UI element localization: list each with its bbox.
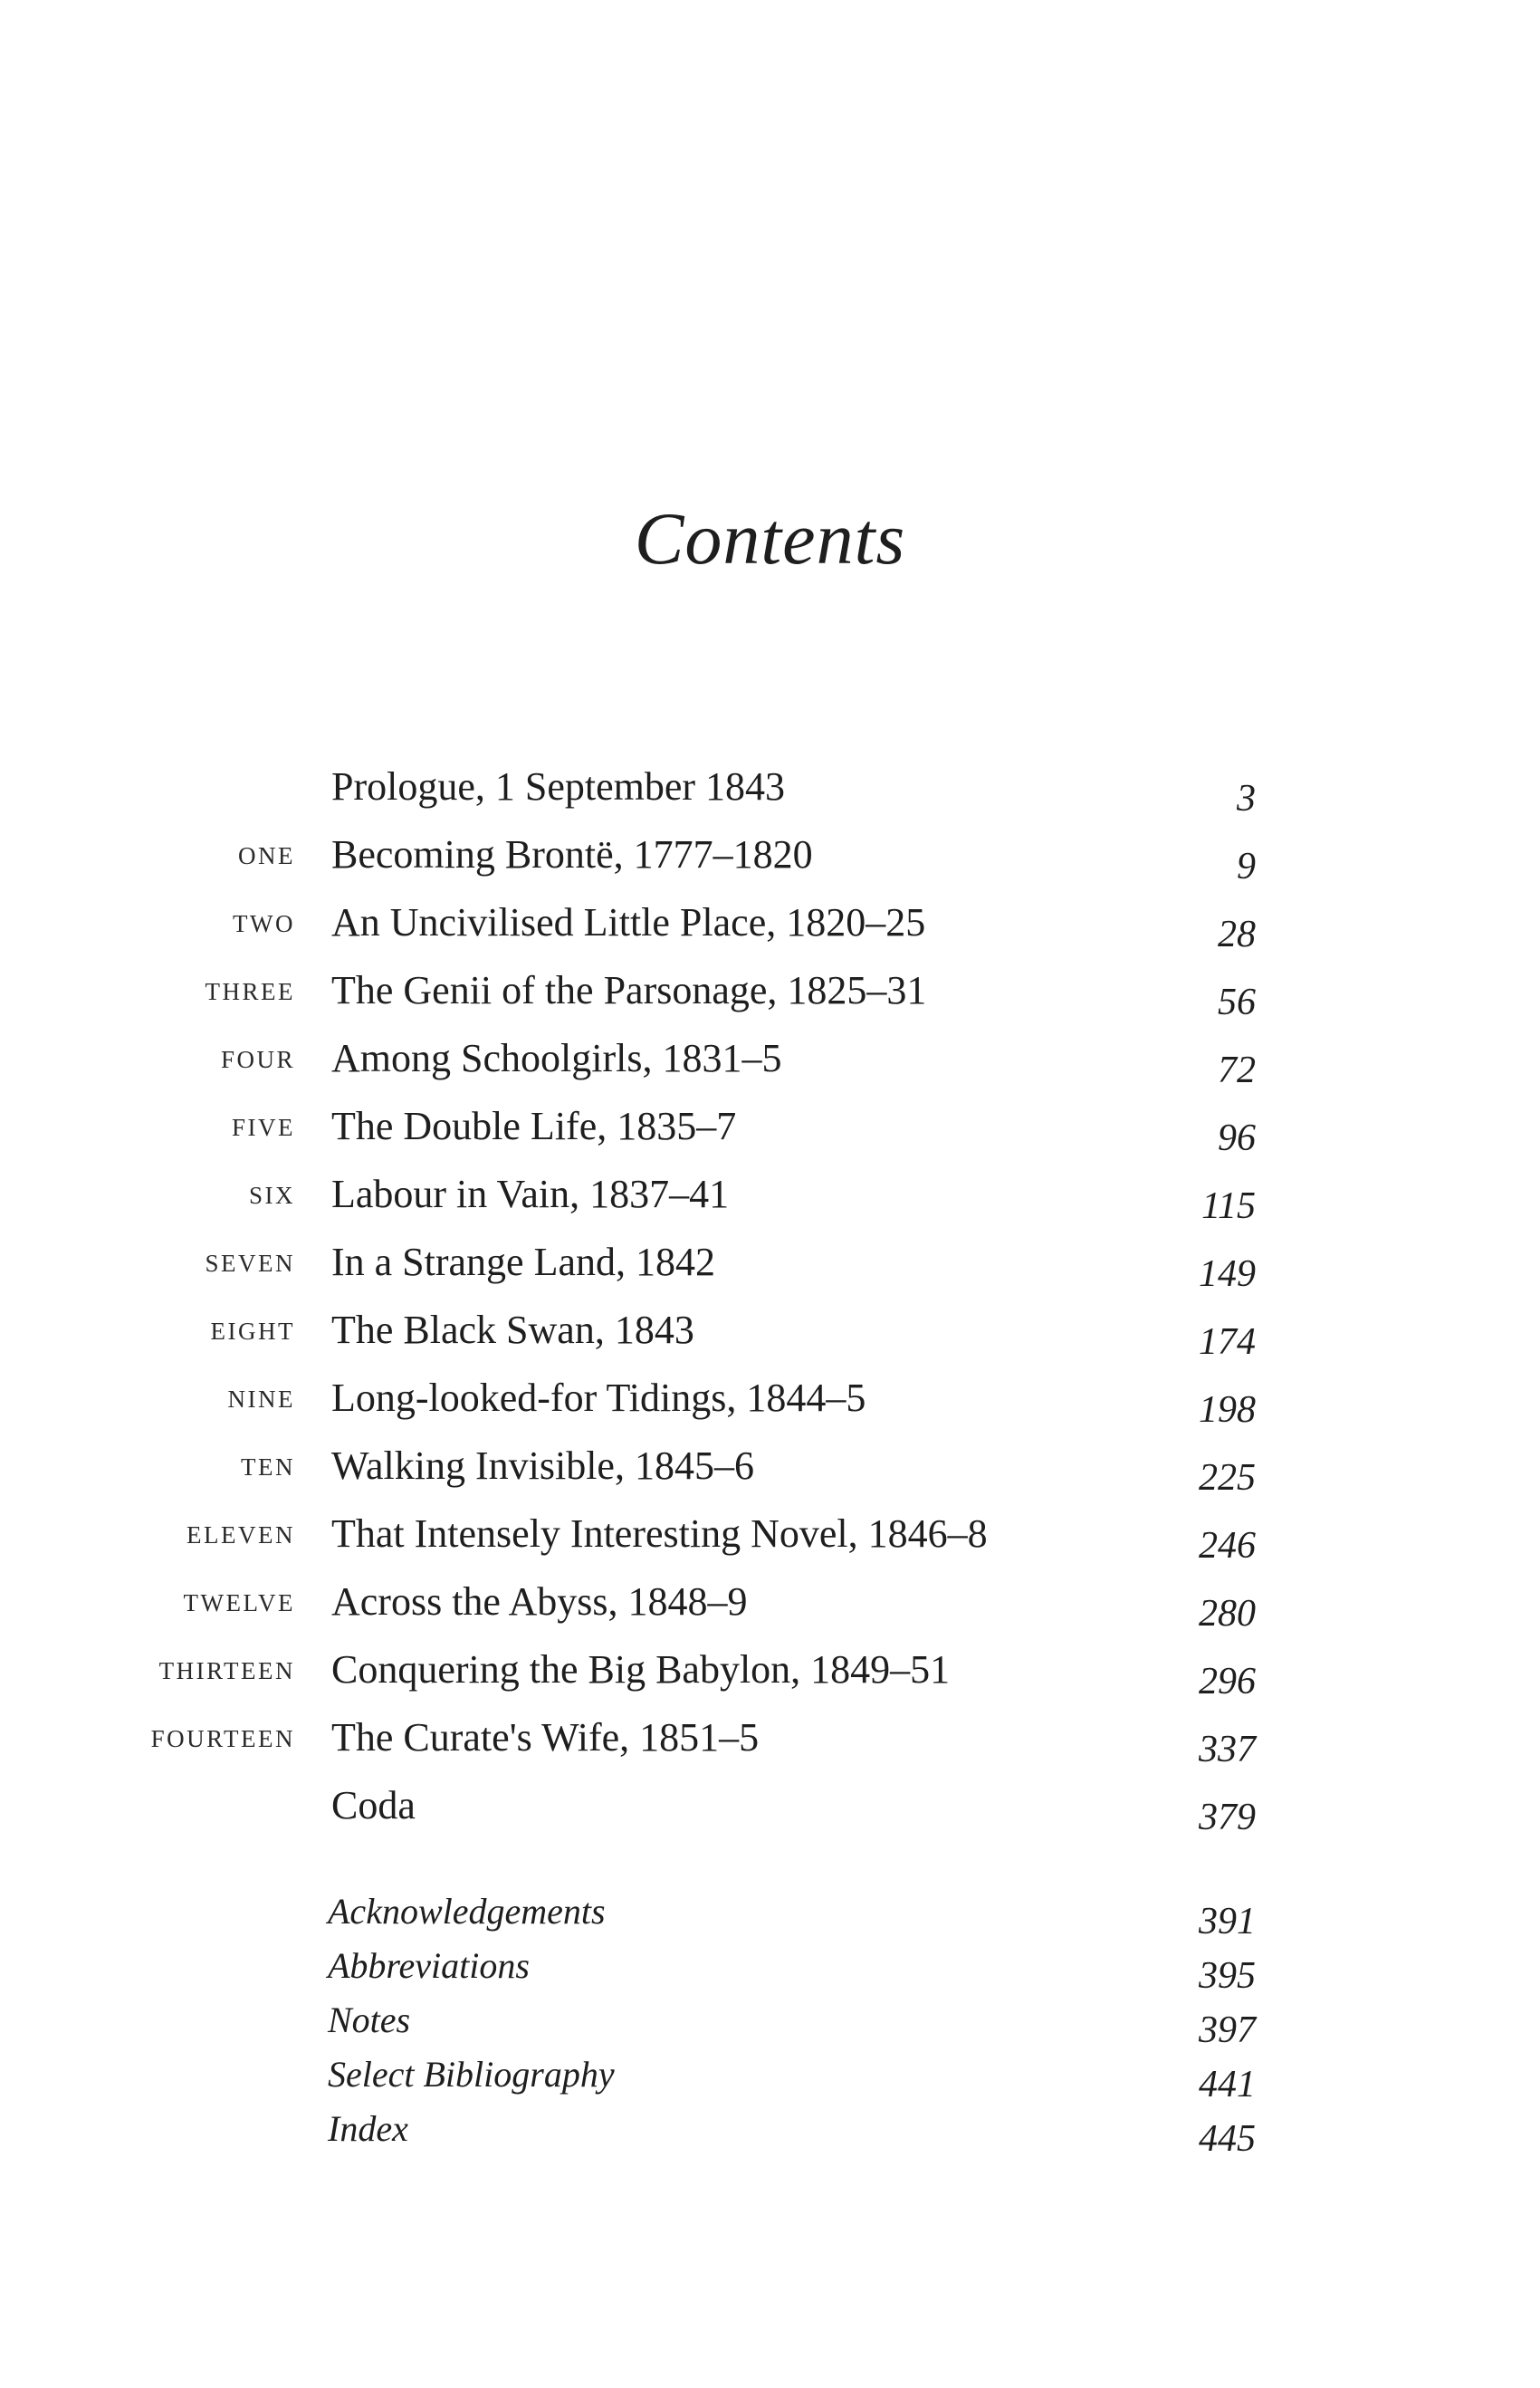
toc-entry[interactable] [0,752,1540,820]
chapter-title[interactable]: An Uncivilised Little Place, 1820–25 [331,900,926,945]
chapter-title[interactable]: The Double Life, 1835–7 [331,1104,737,1148]
chapter-label: FIVE [232,1114,295,1141]
chapter-label: TEN [241,1453,295,1481]
chapter-label: FOUR [220,1046,295,1073]
page-number: 445 [1199,2118,1256,2160]
page-number: 296 [1199,1661,1256,1702]
toc-entry[interactable] [0,1567,1540,1635]
page-number: 391 [1199,1901,1256,1942]
page-number: 225 [1199,1457,1256,1499]
toc-entry[interactable] [0,887,1540,955]
chapter-title[interactable]: That Intensely Interesting Novel, 1846–8 [331,1511,988,1556]
chapter-label: NINE [227,1386,295,1413]
back-matter-title[interactable]: Select Bibliography [328,2054,615,2095]
toc-entry[interactable] [0,1091,1540,1159]
page-number: 149 [1199,1253,1256,1295]
toc-entry[interactable] [0,1431,1540,1499]
page-number: 395 [1199,1955,1256,1997]
chapter-label: ONE [238,842,295,869]
page-title: Contents [634,497,906,580]
chapter-title[interactable]: Labour in Vain, 1837–41 [331,1172,730,1216]
page-number: 337 [1199,1729,1256,1770]
chapter-label: EIGHT [210,1318,295,1345]
page-number: 9 [1237,846,1256,887]
toc-entry[interactable] [0,1295,1540,1363]
chapter-title[interactable]: Coda [331,1783,416,1827]
chapter-title[interactable]: Walking Invisible, 1845–6 [331,1443,754,1488]
toc-entry[interactable] [0,1702,1540,1770]
back-matter-title[interactable]: Index [328,2108,408,2149]
chapter-title[interactable]: Conquering the Big Babylon, 1849–51 [331,1647,951,1692]
chapter-label: THREE [205,978,295,1005]
chapter-label: ELEVEN [187,1521,295,1549]
page-number: 28 [1218,914,1256,955]
chapter-title[interactable]: The Genii of the Parsonage, 1825–31 [331,968,927,1012]
chapter-label: SIX [248,1182,295,1209]
back-matter-title[interactable]: Acknowledgements [328,1891,606,1932]
toc-entry[interactable] [0,1499,1540,1567]
page-number: 174 [1199,1321,1256,1363]
toc-entry[interactable] [0,1159,1540,1227]
page-number: 246 [1199,1525,1256,1567]
page-number: 280 [1199,1593,1256,1635]
toc-entry[interactable] [0,1023,1540,1091]
chapter-label: SEVEN [205,1250,295,1277]
back-matter-title[interactable]: Abbreviations [328,1945,530,1986]
back-matter-entry[interactable] [0,2092,1540,2160]
chapter-title[interactable]: Becoming Brontë, 1777–1820 [331,832,813,877]
back-matter-title[interactable]: Notes [328,2000,411,2040]
page-number: 3 [1237,778,1256,820]
toc-entry[interactable] [0,1635,1540,1702]
toc-entry[interactable] [0,1227,1540,1295]
chapter-label: TWELVE [183,1589,295,1616]
chapter-title[interactable]: Long-looked-for Tidings, 1844–5 [331,1376,866,1420]
page-number: 56 [1218,982,1256,1023]
toc-entry[interactable] [0,1363,1540,1431]
toc-entry[interactable] [0,955,1540,1023]
chapter-title[interactable]: Among Schoolgirls, 1831–5 [331,1036,782,1080]
chapter-label: THIRTEEN [158,1657,295,1684]
page-number: 115 [1201,1185,1256,1227]
toc-entry[interactable] [0,820,1540,887]
chapter-title[interactable]: Across the Abyss, 1848–9 [331,1579,748,1624]
page-number: 397 [1199,2009,1256,2051]
page-number: 72 [1218,1050,1256,1091]
chapter-label: FOURTEEN [150,1725,295,1752]
toc-entry[interactable] [0,1770,1540,1838]
page-number: 441 [1199,2064,1256,2105]
chapter-title[interactable]: Prologue, 1 September 1843 [331,764,786,809]
page-number: 379 [1199,1797,1256,1838]
chapter-title[interactable]: In a Strange Land, 1842 [331,1240,715,1284]
page-number: 198 [1199,1389,1256,1431]
chapter-title[interactable]: The Curate's Wife, 1851–5 [331,1715,760,1760]
chapter-title[interactable]: The Black Swan, 1843 [331,1308,694,1352]
chapter-label: TWO [233,910,295,937]
page-number: 96 [1218,1117,1256,1159]
